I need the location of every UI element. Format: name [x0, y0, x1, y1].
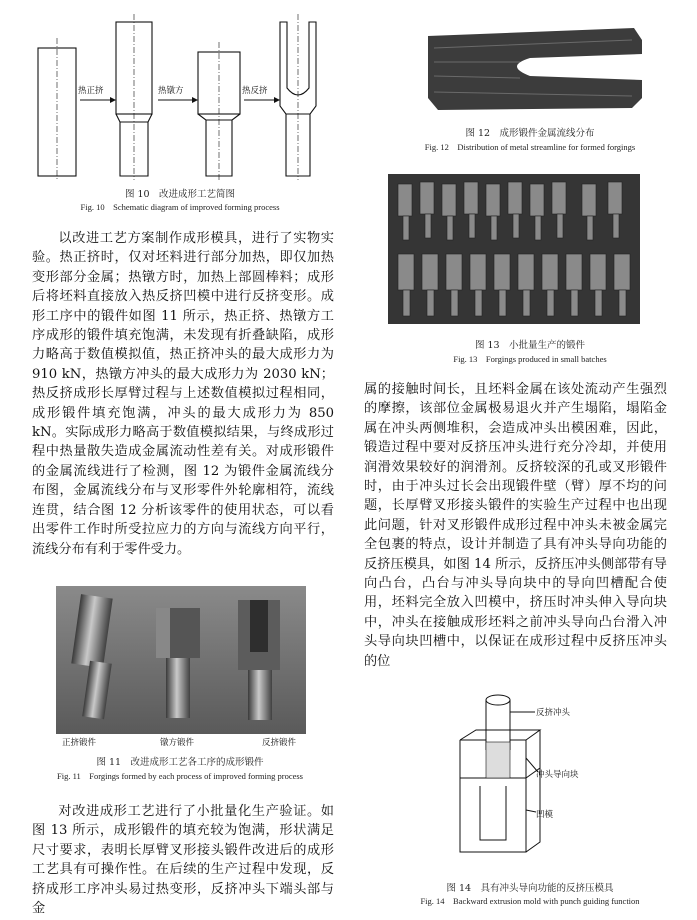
left-column-paragraph-1	[32, 229, 334, 559]
left-column-paragraph-2	[32, 802, 334, 918]
left-para-2-text: 对改进成形工艺进行了小批量化生产验证。如图 13 所示，成形锻件的填充较为饱满，形状满足尺寸要求，表明长厚臂叉形接头锻件改进后的成形工艺具有可操作性。在后续的生产过程中发现，反挤成形工序冲头易过热变形，反挤冲头下端头部与金	[32, 804, 334, 917]
fig14-caption-cn: 图 14 具有冲头导向功能的反挤压模具	[446, 883, 614, 894]
fig12-photo	[420, 18, 648, 114]
fig11-label-backward-forging: 反挤锻件	[262, 738, 297, 748]
fig11-photo-drawing	[56, 586, 306, 734]
fig11-caption-en: Fig. 11 Forgings formed by each process of improved forming process	[57, 771, 303, 781]
fig11-label-forward-forging: 正挤锻件	[62, 738, 97, 748]
fig14-label-die: 凹模	[536, 810, 554, 820]
fig14-caption-en: Fig. 14 Backward extrusion mold with punch guiding function	[420, 896, 640, 906]
fig10-label-backward-extrusion: 热反挤	[242, 86, 268, 96]
fig13-caption-en: Fig. 13 Forgings produced in small batches	[453, 354, 607, 364]
right-para-1-text: 属的接触时间长，且坯料金属在该处流动产生强烈的摩擦，该部位金属极易退火并产生塌陷，塌陷金属在冲头两侧堆积，会造成冲头出模困难，因此，锻造过程中要对反挤压冲头进行充分冷却，并使用润滑效果较好的润滑剂。反挤较深的孔或叉形锻件时，由于冲头过长会出现锻件壁（臂）厚不均的问题，长厚臂叉形接头锻件的实验生产过程中也出现此问题，针对叉形锻件成形过程中冲头未被金属完全包裹的特点，设计并制造了具有冲头导向功能的反挤压模具，如图 14 所示，反挤压冲头侧部带有导向凸台，凸台与冲头导向块中的导向凹槽配合使用，坯料完全放入凹模中，挤压时冲头伸入导向块中，冲头在接触成形坯料之前冲头导向凸台滑入冲头导向块凹槽中，以保证在成形过程中反挤压冲头的位	[364, 382, 667, 669]
fig14-label-guide-block: 冲头导向块	[536, 770, 579, 780]
fig11-photo	[56, 586, 306, 734]
left-para-1-text: 以改进工艺方案制作成形模具，进行了实物实验。热正挤时，仅对坯料进行部分加热，即仅加热变形部分金属；热镦方时，加热上部圆棒料；成形后将坯料直接放入热反挤凹模中进行反挤变形。成形工序中的锻件如图 11 所示，热正挤、热镦方工序成形的锻件填充饱满，未发现有折叠缺陷，成形力略高于数值模拟值，热正挤冲头的最大成形力为 910 kN，热镦方冲头的最大成形力为 2030 kN；热反挤成形长厚臂过程与上述数值模拟过程相同，成形锻件填充饱满，冲头的最大成形力为 850 kN。实际成形力略高于数值模拟结果，与终成形过程中热量散失造成金属流动性差有关。对成形锻件的金属流线进行了检测，图 12 为锻件金属流线分布图，金属流线分布与叉形零件外轮廓相符，流线连贯，结合图 12 分析该零件的使用状态，可以看出零件工作时所受拉应力的方向与流线方向平行，流线分布有利于零件受力。	[32, 231, 334, 557]
fig12-photo-drawing	[420, 18, 648, 114]
right-column-paragraph-1	[364, 380, 667, 671]
fig13-caption-cn: 图 13 小批量生产的锻件	[474, 340, 586, 351]
fig13-photo	[388, 174, 640, 324]
fig12-caption-en: Fig. 12 Distribution of metal streamline for formed forgings	[424, 142, 636, 152]
fig10-caption-cn: 图 10 改进成形工艺简图	[124, 189, 236, 200]
fig14-drawing	[440, 690, 640, 870]
fig10-caption-en: Fig. 10 Schematic diagram of improved forming process	[80, 202, 280, 212]
fig12-caption-cn: 图 12 成形锻件金属流线分布	[465, 128, 595, 139]
fig14-label-punch: 反挤冲头	[536, 708, 571, 718]
fig13-photo-drawing	[388, 174, 640, 324]
fig11-label-upset-forging: 镦方锻件	[160, 738, 195, 748]
fig10-label-forward-extrusion: 热正挤	[78, 86, 104, 96]
fig10-drawing	[20, 10, 340, 185]
fig10-schematic	[20, 10, 340, 185]
fig10-label-upsetting: 热镦方	[158, 86, 184, 96]
fig11-caption-cn: 图 11 改进成形工艺各工序的成形锻件	[96, 757, 264, 768]
